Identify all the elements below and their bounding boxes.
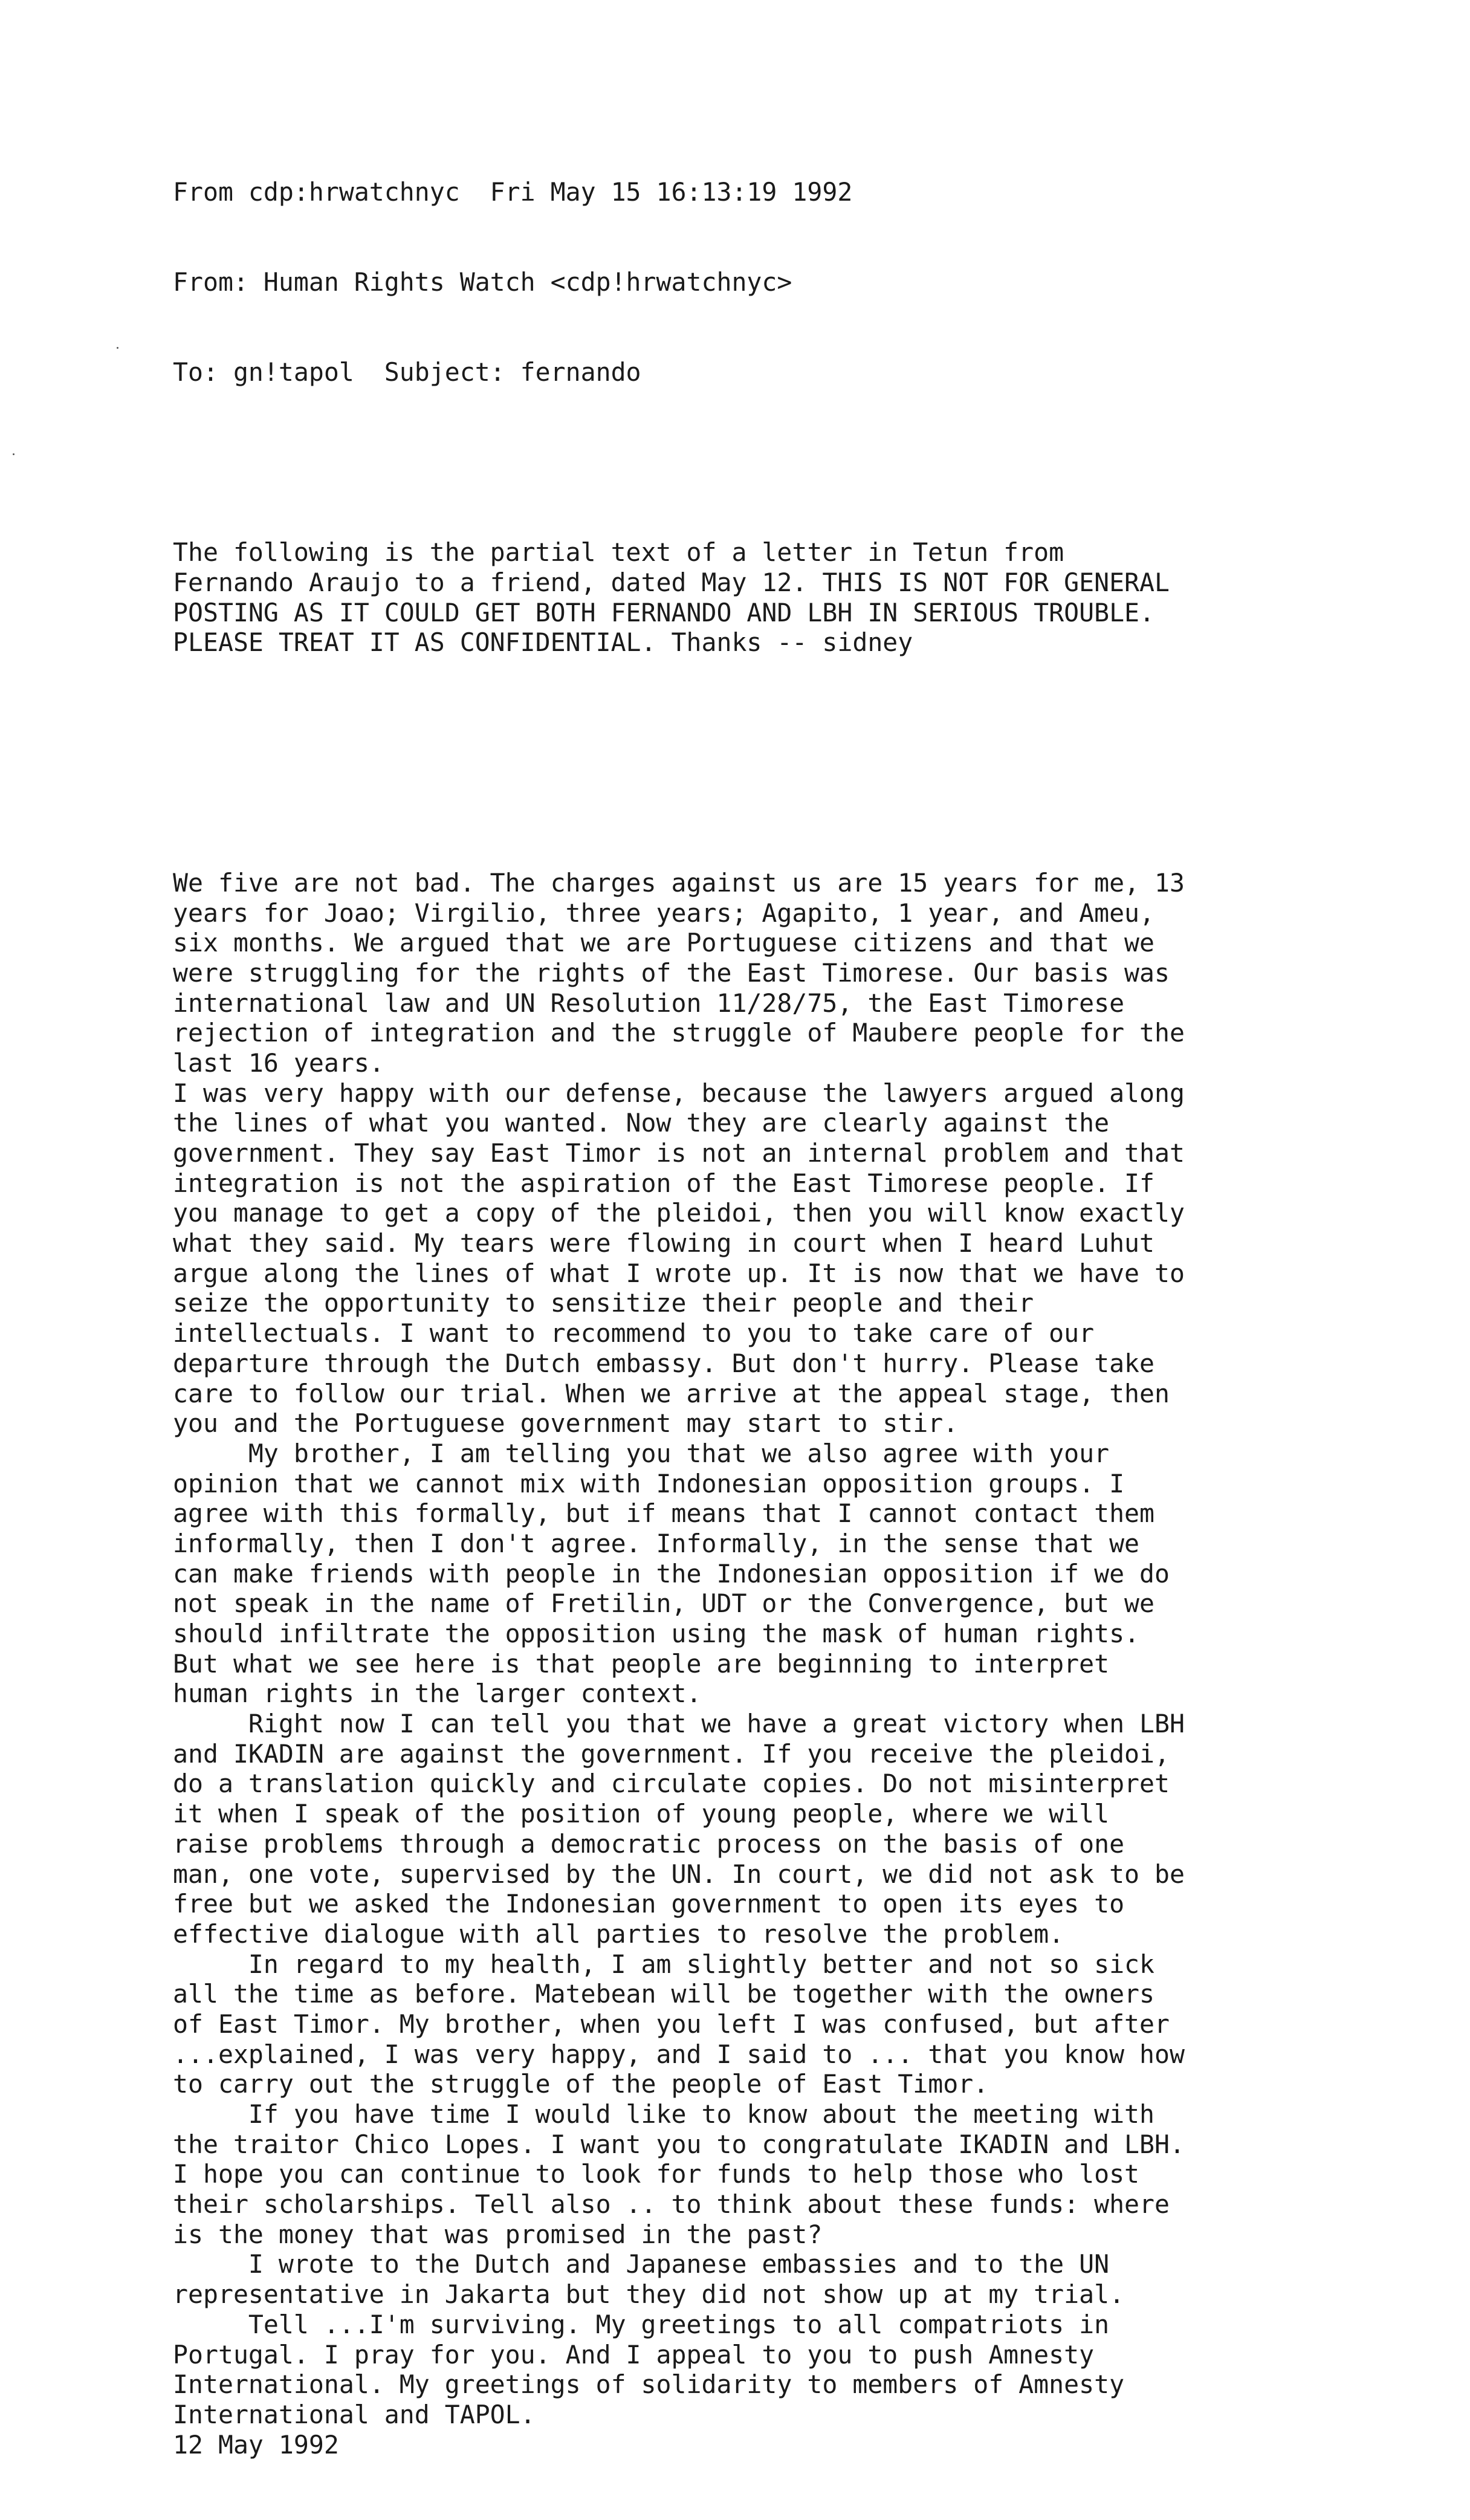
letter-line: My brother, I am telling you that we also agree with your [173,1438,1110,1468]
letter-line: all the time as before. Matebean will be together with the owners [173,1979,1155,2009]
letter-line: argue along the lines of what I wrote up. It is now that we have to [173,1258,1185,1288]
letter-line: should infiltrate the opposition using the mask of human rights. [173,1619,1140,1649]
letter-line: international law and UN Resolution 11/28/75, the East Timorese [173,988,1125,1018]
letter-line: International. My greetings of solidarity to members of Amnesty [173,2369,1125,2400]
header-sender-line: From: Human Rights Watch <cdp!hrwatchnyc> [173,267,792,297]
letter-line: agree with this formally, but if means that I cannot contact them [173,1498,1155,1529]
letter-line: integration is not the aspiration of the East Timorese people. If [173,1168,1155,1198]
scan-speck [13,453,15,455]
letter-line: the traitor Chico Lopes. I want you to congratulate IKADIN and LBH. [173,2129,1185,2159]
letter-line: human rights in the larger context. [173,1679,702,1709]
letter-line: I was very happy with our defense, because the lawyers argued along [173,1078,1185,1108]
intro-line: PLEASE TREAT IT AS CONFIDENTIAL. Thanks -- sidney [173,627,913,658]
letter-line: what they said. My tears were flowing in court when I heard Luhut [173,1228,1155,1258]
letter-line: If you have time I would like to know about the meeting with [173,2099,1155,2130]
letter-line: is the money that was promised in the past? [173,2219,823,2249]
letter-line: seize the opportunity to sensitize their people and their [173,1288,1034,1318]
letter-line: government. They say East Timor is not an internal problem and that [173,1138,1185,1168]
letter-line: years for Joao; Virgilio, three years; Agapito, 1 year, and Ameu, [173,898,1155,928]
intro-paragraph [173,537,1382,658]
intro-line: The following is the partial text of a letter in Tetun from [173,537,1064,568]
letter-line: In regard to my health, I am slightly better and not so sick [173,1949,1155,1979]
letter-line: ...explained, I was very happy, and I said to ... that you know how [173,2039,1185,2069]
letter-line: you manage to get a copy of the pleidoi, then you will know exactly [173,1198,1185,1228]
letter-line: rejection of integration and the struggle of Maubere people for the [173,1018,1185,1048]
intro-line: Fernando Araujo to a friend, dated May 12. THIS IS NOT FOR GENERAL [173,567,1170,597]
letter-line: do a translation quickly and circulate copies. Do not misinterpret [173,1769,1170,1799]
letter-line: not speak in the name of Fretilin, UDT or the Convergence, but we [173,1589,1155,1619]
letter-line: I wrote to the Dutch and Japanese embassies and to the UN [173,2249,1110,2279]
letter-line: and IKADIN are against the government. If you receive the pleidoi, [173,1738,1170,1769]
letter-line: Right now I can tell you that we have a great victory when LBH [173,1709,1185,1739]
letter-line: intellectuals. I want to recommend to you to take care of our [173,1318,1095,1349]
letter-line: opinion that we cannot mix with Indonesian opposition groups. I [173,1468,1125,1498]
letter-line: to carry out the struggle of the people of East Timor. [173,2069,989,2099]
letter-line: were struggling for the rights of the East Timorese. Our basis was [173,957,1170,988]
scan-speck [117,347,118,349]
letter-line: departure through the Dutch embassy. But don't hurry. Please take [173,1348,1155,1378]
letter-body [173,868,1382,2460]
letter-line: representative in Jakarta but they did not show up at my trial. [173,2279,1125,2310]
letter-line: care to follow our trial. When we arrive at the appeal stage, then [173,1378,1170,1408]
letter-line: you and the Portuguese government may start to stir. [173,1408,959,1439]
letter-line: last 16 years. [173,1048,384,1078]
letter-line: can make friends with people in the Indonesian opposition if we do [173,1558,1170,1589]
header-to-subject-line: To: gn!tapol Subject: fernando [173,357,641,387]
letter-line: raise problems through a democratic process on the basis of one [173,1828,1125,1859]
letter-line: effective dialogue with all parties to resolve the problem. [173,1919,1064,1949]
letter-line: the lines of what you wanted. Now they are clearly against the [173,1108,1110,1138]
letter-line: man, one vote, supervised by the UN. In court, we did not ask to be [173,1859,1185,1889]
header-from-line: From cdp:hrwatchnyc Fri May 15 16:13:19 1992 [173,177,853,207]
letter-line: International and TAPOL. [173,2399,536,2429]
letter-line: it when I speak of the position of young people, where we will [173,1799,1110,1829]
letter-line: I hope you can continue to look for funds to help those who lost [173,2159,1140,2189]
letter-line: Portugal. I pray for you. And I appeal to you to push Amnesty [173,2339,1095,2369]
letter-line: informally, then I don't agree. Informally, in the sense that we [173,1528,1140,1558]
letter-line: of East Timor. My brother, when you left I was confused, but after [173,2009,1170,2039]
letter-line: six months. We argued that we are Portuguese citizens and that we [173,928,1155,958]
letter-line: But what we see here is that people are beginning to interpret [173,1648,1110,1679]
letter-line: their scholarships. Tell also .. to think about these funds: where [173,2189,1170,2220]
email-document [173,57,1382,2520]
letter-line: free but we asked the Indonesian government to open its eyes to [173,1889,1125,1919]
email-header [173,117,1382,447]
intro-line: POSTING AS IT COULD GET BOTH FERNANDO AND LBH IN SERIOUS TROUBLE. [173,597,1155,627]
letter-line: Tell ...I'm surviving. My greetings to all compatriots in [173,2309,1110,2339]
letter-line: We five are not bad. The charges against us are 15 years for me, 13 [173,867,1185,898]
letter-line: 12 May 1992 [173,2429,339,2460]
blank-line [173,748,1382,778]
